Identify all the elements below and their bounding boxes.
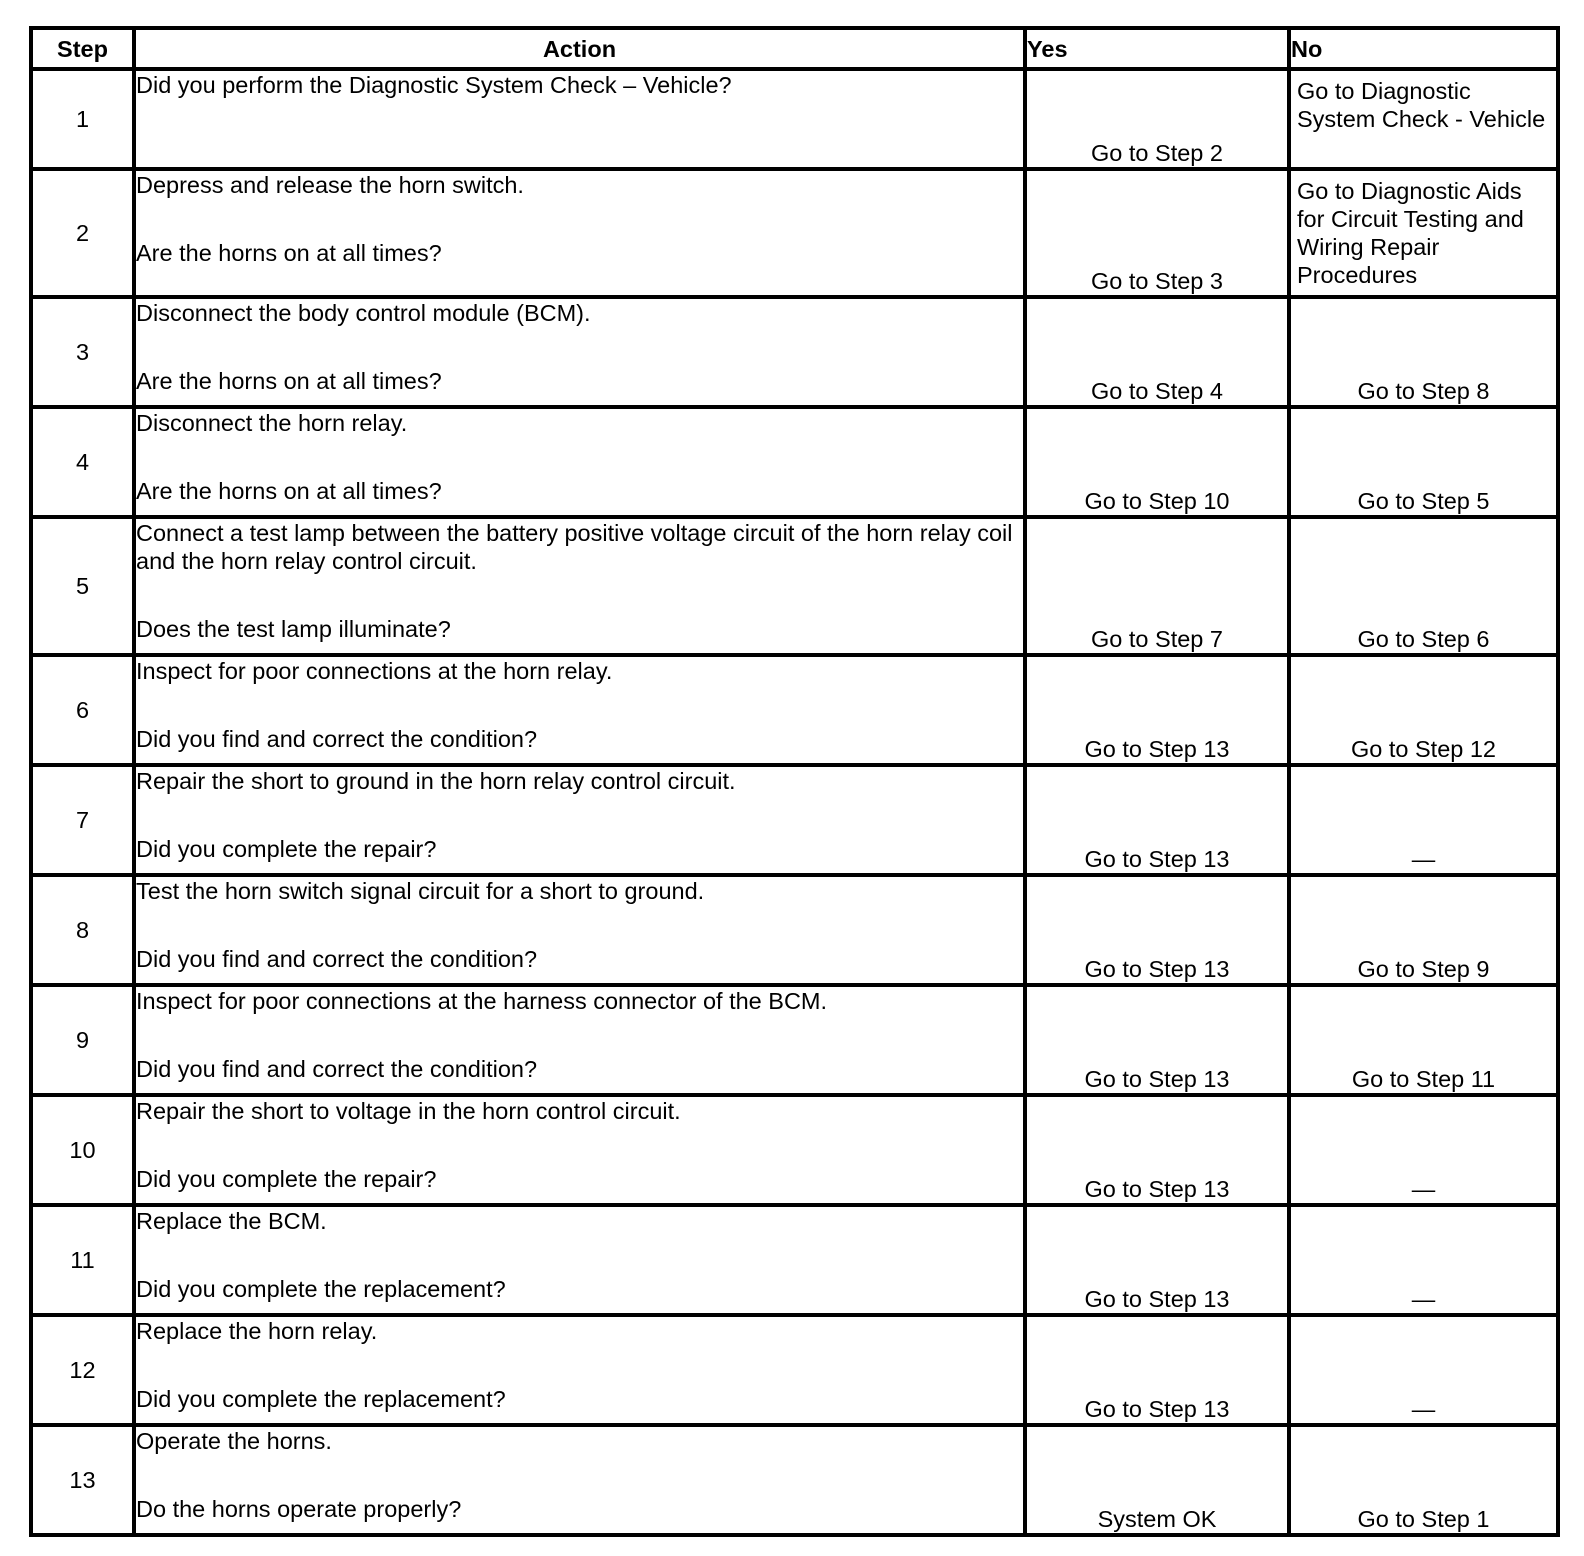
action-text: Repair the short to voltage in the horn control circuit. bbox=[136, 1098, 681, 1124]
yes-cell: Go to Step 7 bbox=[1025, 517, 1289, 655]
action-cell bbox=[134, 1315, 1025, 1425]
header-no: No bbox=[1289, 28, 1558, 69]
yes-cell: Go to Step 13 bbox=[1025, 655, 1289, 765]
action-question: Are the horns on at all times? bbox=[136, 240, 442, 266]
action-text: Operate the horns. bbox=[136, 1428, 332, 1454]
table-row bbox=[31, 985, 1558, 1095]
yes-cell: Go to Step 13 bbox=[1025, 985, 1289, 1095]
table-row bbox=[31, 1425, 1558, 1535]
step-number: 2 bbox=[31, 169, 134, 297]
table-row bbox=[31, 297, 1558, 407]
step-number: 12 bbox=[31, 1315, 134, 1425]
table-row bbox=[31, 655, 1558, 765]
action-cell bbox=[134, 297, 1025, 407]
no-cell: Go to Diagnostic Aids for Circuit Testing and Wiring Repair Procedures bbox=[1289, 169, 1558, 297]
action-cell bbox=[134, 1205, 1025, 1315]
table-row bbox=[31, 1205, 1558, 1315]
action-cell bbox=[134, 985, 1025, 1095]
table-row bbox=[31, 1095, 1558, 1205]
header-yes: Yes bbox=[1025, 28, 1289, 69]
step-number: 4 bbox=[31, 407, 134, 517]
action-cell bbox=[134, 765, 1025, 875]
table-row bbox=[31, 517, 1558, 655]
action-text: Replace the BCM. bbox=[136, 1208, 327, 1234]
action-text: Depress and release the horn switch. bbox=[136, 172, 524, 198]
step-number: 3 bbox=[31, 297, 134, 407]
yes-cell: Go to Step 2 bbox=[1025, 69, 1289, 169]
table-row bbox=[31, 407, 1558, 517]
table-row bbox=[31, 1315, 1558, 1425]
step-number: 10 bbox=[31, 1095, 134, 1205]
step-number: 13 bbox=[31, 1425, 134, 1535]
action-question: Does the test lamp illuminate? bbox=[136, 616, 451, 642]
step-number: 11 bbox=[31, 1205, 134, 1315]
action-text: Replace the horn relay. bbox=[136, 1318, 378, 1344]
header-action: Action bbox=[134, 28, 1025, 69]
action-text: Disconnect the horn relay. bbox=[136, 410, 408, 436]
action-cell bbox=[134, 69, 1025, 169]
no-cell: — bbox=[1289, 1095, 1558, 1205]
no-cell: — bbox=[1289, 765, 1558, 875]
table-row bbox=[31, 875, 1558, 985]
action-question: Did you find and correct the condition? bbox=[136, 946, 538, 972]
yes-cell: Go to Step 4 bbox=[1025, 297, 1289, 407]
action-cell bbox=[134, 407, 1025, 517]
action-question: Do the horns operate properly? bbox=[136, 1496, 462, 1522]
yes-cell: Go to Step 3 bbox=[1025, 169, 1289, 297]
step-number: 6 bbox=[31, 655, 134, 765]
no-cell: Go to Diagnostic System Check - Vehicle bbox=[1289, 69, 1558, 169]
no-cell: Go to Step 11 bbox=[1289, 985, 1558, 1095]
step-number: 5 bbox=[31, 517, 134, 655]
yes-cell: Go to Step 13 bbox=[1025, 1205, 1289, 1315]
action-question: Did you find and correct the condition? bbox=[136, 1056, 538, 1082]
step-number: 7 bbox=[31, 765, 134, 875]
action-text: Did you perform the Diagnostic System Check – Vehicle? bbox=[136, 72, 732, 98]
action-text: Repair the short to ground in the horn relay control circuit. bbox=[136, 768, 736, 794]
yes-cell: System OK bbox=[1025, 1425, 1289, 1535]
no-cell: — bbox=[1289, 1205, 1558, 1315]
action-cell bbox=[134, 875, 1025, 985]
action-text: Disconnect the body control module (BCM). bbox=[136, 300, 591, 326]
diagnostic-table bbox=[29, 26, 1560, 1537]
action-question: Are the horns on at all times? bbox=[136, 478, 442, 504]
action-cell bbox=[134, 655, 1025, 765]
action-text: Inspect for poor connections at the harness connector of the BCM. bbox=[136, 988, 828, 1014]
action-cell bbox=[134, 169, 1025, 297]
action-question: Did you find and correct the condition? bbox=[136, 726, 538, 752]
yes-cell: Go to Step 13 bbox=[1025, 1095, 1289, 1205]
action-question: Did you complete the repair? bbox=[136, 836, 437, 862]
no-cell: Go to Step 1 bbox=[1289, 1425, 1558, 1535]
header-step: Step bbox=[31, 28, 134, 69]
step-number: 8 bbox=[31, 875, 134, 985]
table-row bbox=[31, 765, 1558, 875]
action-question: Did you complete the repair? bbox=[136, 1166, 437, 1192]
action-question: Did you complete the replacement? bbox=[136, 1386, 506, 1412]
table-row bbox=[31, 69, 1558, 169]
no-cell: — bbox=[1289, 1315, 1558, 1425]
action-text: Connect a test lamp between the battery positive voltage circuit of the horn relay coil and the horn relay control circuit. bbox=[136, 520, 1013, 574]
step-number: 9 bbox=[31, 985, 134, 1095]
no-cell: Go to Step 8 bbox=[1289, 297, 1558, 407]
action-cell bbox=[134, 1095, 1025, 1205]
no-cell: Go to Step 6 bbox=[1289, 517, 1558, 655]
yes-cell: Go to Step 13 bbox=[1025, 1315, 1289, 1425]
no-cell: Go to Step 5 bbox=[1289, 407, 1558, 517]
yes-cell: Go to Step 10 bbox=[1025, 407, 1289, 517]
action-cell bbox=[134, 1425, 1025, 1535]
action-cell bbox=[134, 517, 1025, 655]
header-row bbox=[31, 28, 1558, 69]
yes-cell: Go to Step 13 bbox=[1025, 765, 1289, 875]
table-row bbox=[31, 169, 1558, 297]
yes-cell: Go to Step 13 bbox=[1025, 875, 1289, 985]
action-text: Test the horn switch signal circuit for a short to ground. bbox=[136, 878, 705, 904]
action-text: Inspect for poor connections at the horn relay. bbox=[136, 658, 613, 684]
action-question: Did you complete the replacement? bbox=[136, 1276, 506, 1302]
no-cell: Go to Step 12 bbox=[1289, 655, 1558, 765]
no-cell: Go to Step 9 bbox=[1289, 875, 1558, 985]
step-number: 1 bbox=[31, 69, 134, 169]
action-question: Are the horns on at all times? bbox=[136, 368, 442, 394]
